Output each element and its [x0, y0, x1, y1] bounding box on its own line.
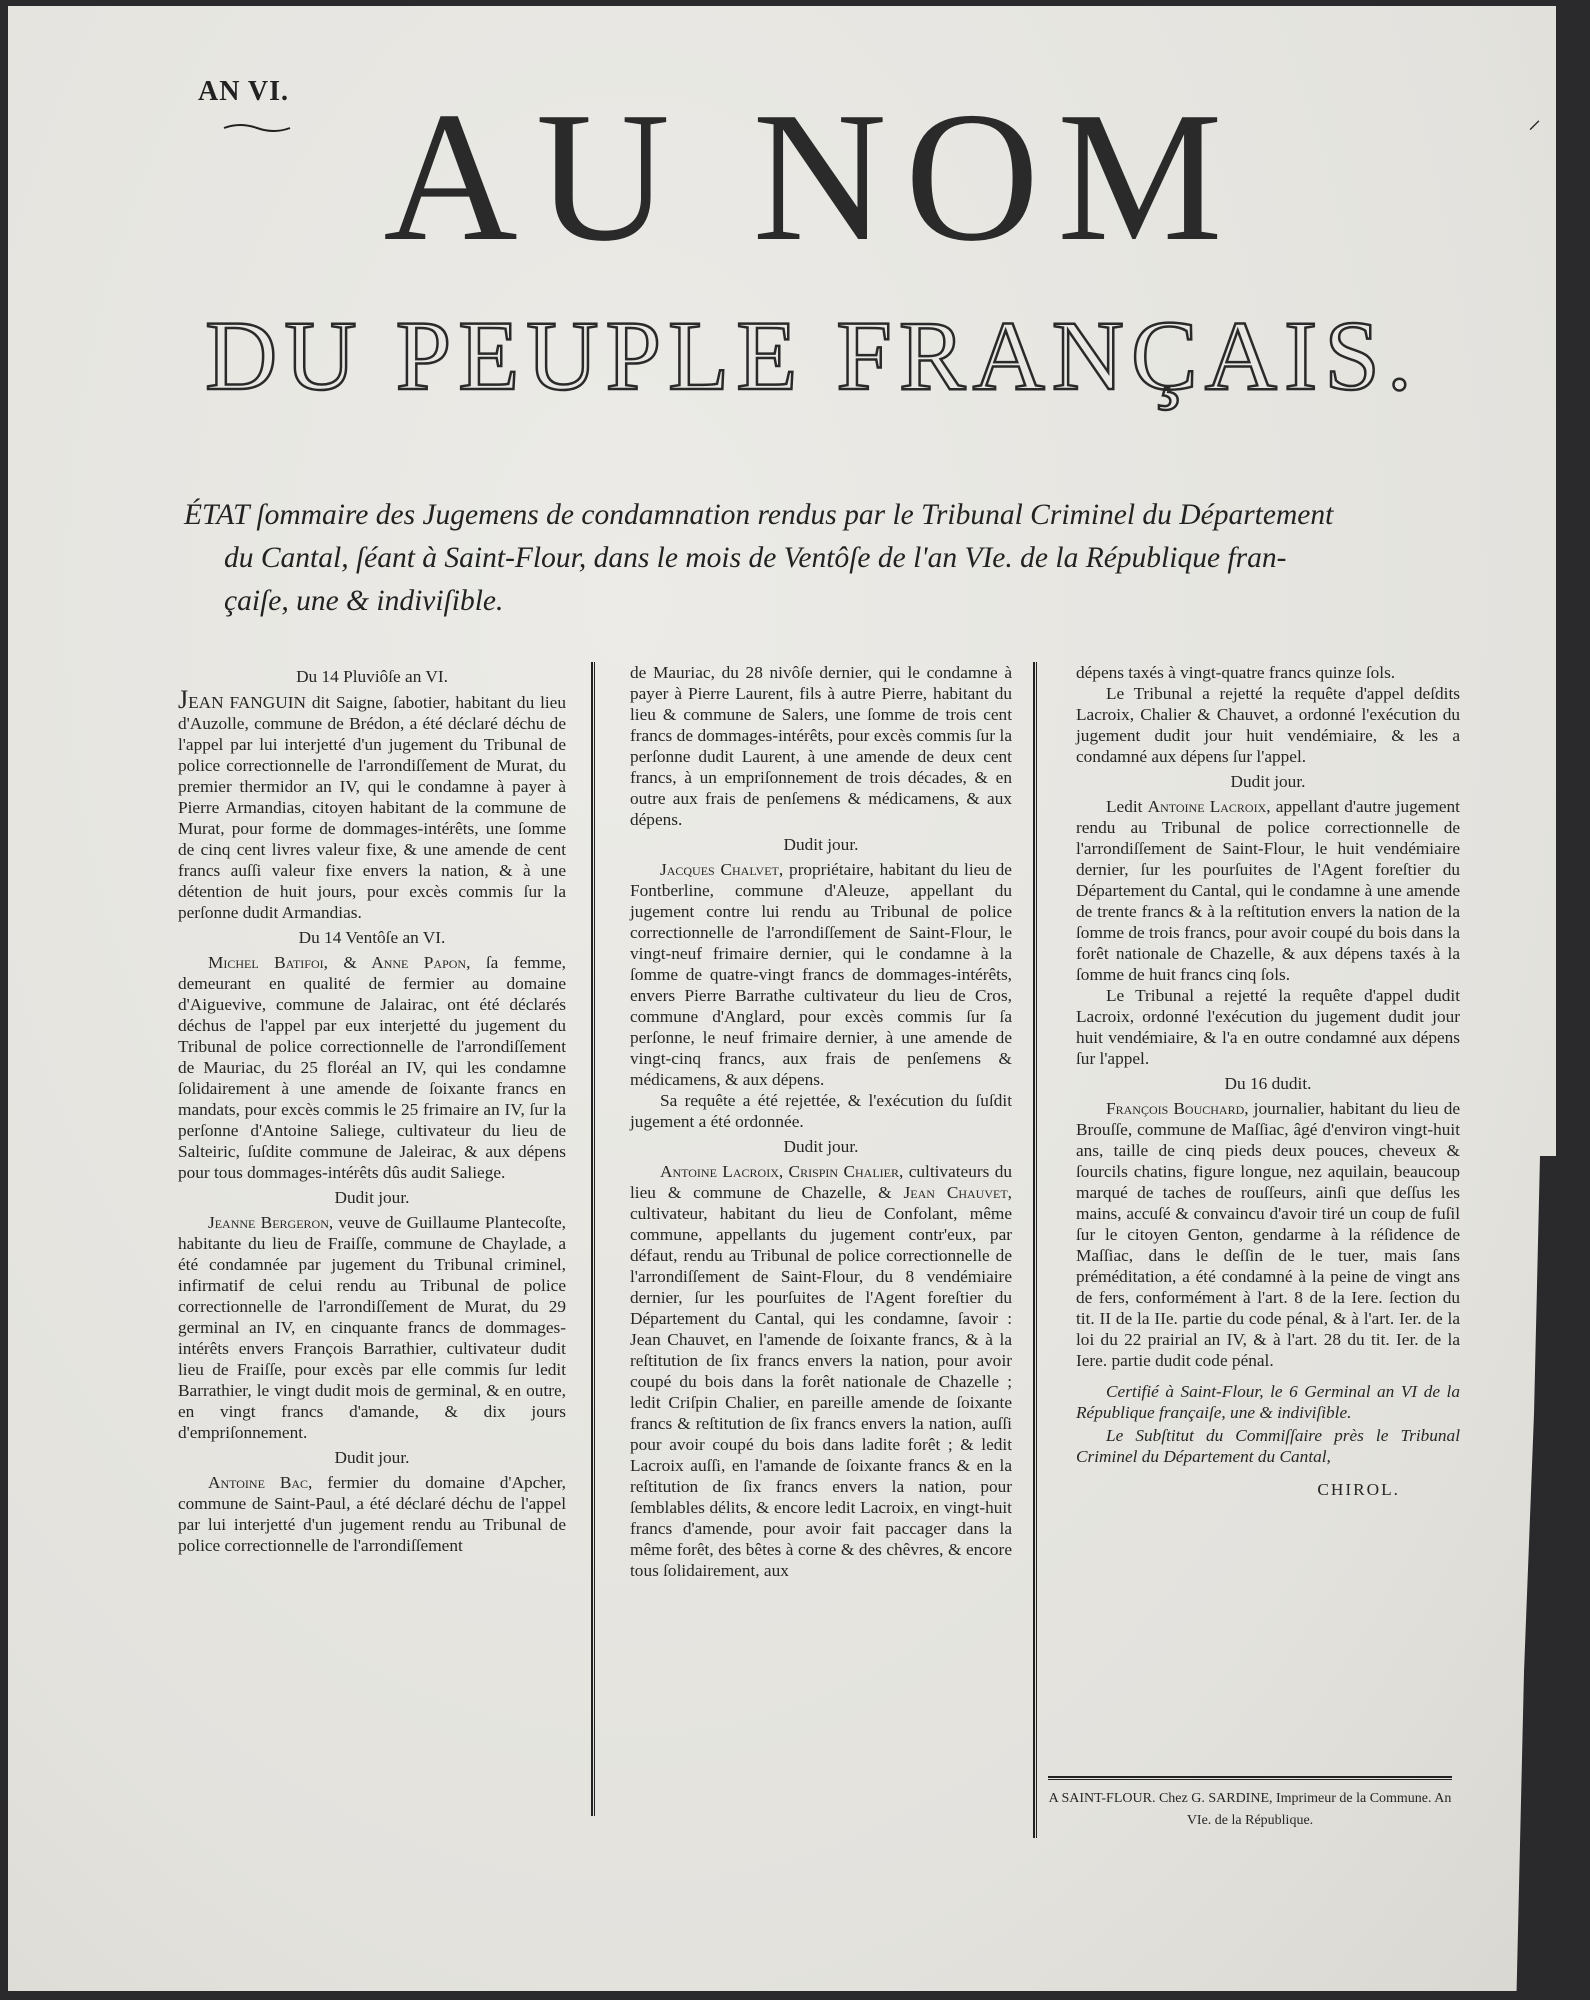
entry-text: dit Saigne, ſabotier, habitant du lieu d'Auzolle, commune de Brédon, a été déclaré déchu de l'appel par lui interjetté d'un jugement du Tribunal de police correctionnelle de l'arrondiſſement de Murat, du premier thermidor an IV, qui le condamne à payer à Pierre Armandias, citoyen habitant de la commune de Murat, pour forme de dommages-intérêts, une ſomme de cinq cent livres valeur fixe, & une amende de cent francs auſſi valeur fixe envers la nation, & à une détention de huit jours, pour excès commis ſur la perſonne dudit Armandias.: [178, 693, 566, 922]
ruling-text: Sa requête a été rejettée, & l'exécution du ſuſdit jugement a été ordonnée.: [630, 1091, 1012, 1131]
etat-line-1: ÉTAT ſommaire des Jugemens de condamnation rendus par le Tribunal Criminel du Département: [184, 499, 1334, 531]
substitute-text: Le Subſtitut du Commiſſaire près le Tribunal Criminel du Département du Cantal,: [1076, 1426, 1460, 1466]
entry-text: appellant d'autre jugement rendu au Tribunal de police correctionnelle de l'arrondiſſement de Saint-Flour, le huit vendémiaire dernier, ſur les pourſuites de l'Agent foreſtier du Département du Cantal, qui le condamne à une amende de trente francs & à la reſtitution envers la nation de la ſomme de trois francs, pour avoir coupé du bois dans la forêt nationale de Chazelle, & aux dépens taxés à la ſomme de huit francs cinq ſols.: [1076, 797, 1460, 984]
date-heading: Du 14 Pluviôſe an VI.: [296, 667, 448, 686]
entry-lead: Ledit: [1106, 797, 1148, 816]
column-1: [178, 662, 566, 1556]
judgement-entry: [178, 952, 566, 1183]
ruling-text: Le Tribunal a rejetté la requête d'appel deſdits Lacroix, Chalier & Chauvet, a ordonné l'exécution du jugement dudit jour huit vendémiaire, & les a condamné aux dépens ſur l'appel.: [1076, 684, 1460, 766]
entry-text: veuve de Guillaume Plantecoſte, habitante du lieu de Fraiſſe, commune de Chaylade, a été condamnée par jugement du Tribunal criminel, infirmatif de celui rendu au Tribunal de police correctionnelle de l'arrondiſſement de Murat, du 29 germinal an IV, en cinquante francs de dommages-intérêts envers François Barrathier, cultivateur dudit lieu de Fraiſſe, pour excès par elle commis ſur ledit Barrathier, le vingt dudit mois de germinal, & en outre, en vingt francs d'amande, & dix jours d'empriſonnement.: [178, 1213, 567, 1442]
proclamation-sheet: [8, 6, 1556, 1991]
judgement-entry: de Mauriac, du 28 nivôſe dernier, qui le condamne à payer à Pierre Laurent, fils à autre Pierre, habitant du lieu & commune de Salers, une ſomme de trois cent francs de dommages-intérêts, pour excès commis ſur la perſonne dudit Laurent, à une amende de deux cent francs, à un empriſonnement de trois décades, & en outre aux frais de penſemens & médicamens, & aux dépens.: [630, 663, 1012, 829]
defendant-name: Antoine Lacroix, Crispin Chalier,: [660, 1162, 904, 1181]
judgement-entry: [1076, 1098, 1460, 1371]
defendant-name: Antoine Bac,: [208, 1473, 313, 1492]
defendant-name: EAN FANGUIN: [188, 693, 306, 712]
date-heading: Dudit jour.: [783, 1137, 859, 1156]
date-heading: Du 14 Ventôſe an VI.: [298, 928, 446, 947]
printer-imprint: A SAINT-FLOUR. Chez G. SARDINE, Imprimeur de la Commune. An VIe. de la République.: [1048, 1791, 1452, 1828]
entry-text: journalier, habitant du lieu de Brouſſe, commune de Maſſiac, âgé d'environ vingt-huit ans, taille de cinq pieds deux pouces, cheveux & ſourcils chatins, figure longue, nez aquilain, beaucoup marqué de taches de rouſſeurs, ainſi que deſſus les mains, accuſé & convaincu d'avoir tiré un coup de fuſil ſur le citoyen Genton, gendarme à la réſidence de Maſſiac, dans le deſſin de le tuer, mais ſans préméditation, a été condamné à la peine de vingt ans de fers, conformément à l'art. 8 de la Iere. ſection du tit. II de la IIe. partie du code pénal, & à l'art. Ier. de la loi du 22 prairial an IV, & à l'art. 28 du tit. Ier. de la Iere. partie dudit code pénal.: [1076, 1099, 1461, 1370]
etat-line-3: çaiſe, une & indiviſible.: [224, 585, 504, 617]
corner-mark-icon: ⸝: [1528, 105, 1542, 135]
signature: CHIROL.: [1317, 1480, 1400, 1499]
judgement-entry: dépens taxés à vingt-quatre francs quinze ſols.: [1076, 663, 1396, 682]
defendant-name: François Bouchard,: [1106, 1099, 1249, 1118]
date-heading: Dudit jour.: [334, 1448, 410, 1467]
defendant-name: Jeanne Bergeron,: [208, 1213, 334, 1232]
date-heading: Dudit jour.: [1230, 772, 1306, 791]
date-heading: Dudit jour.: [334, 1188, 410, 1207]
entry-text: cultivateurs du lieu & commune de Chazelle, &: [630, 1162, 1012, 1202]
defendant-name: Jean Chauvet,: [903, 1183, 1012, 1202]
column-2: [630, 662, 1012, 1581]
title-au-nom: AU NOM: [383, 74, 1241, 280]
column-divider: [591, 662, 595, 1816]
defendant-name: Michel Batifoi, & Anne Papon,: [208, 953, 471, 972]
year-mark: AN VI.: [198, 76, 290, 107]
etat-heading: [184, 494, 1480, 623]
ruling-text: Le Tribunal a rejetté la requête d'appel dudit Lacroix, ordonné l'exécution du jugement dudit jour huit vendémiaire, & l'a en outre condamné aux dépens ſur l'appel.: [1076, 986, 1460, 1068]
judgement-entry: [178, 685, 566, 923]
defendant-name: Jacques Chalvet,: [660, 860, 784, 879]
judgement-entry: [630, 1161, 1012, 1581]
entry-text: propriétaire, habitant du lieu de Fontberline, commune d'Aleuze, appellant du jugement contre lui rendu au Tribunal de police correctionnelle de l'arrondiſſement de Saint-Flour, le vingt-neuf frimaire dernier, qui le condamne à la ſomme de quatre-vingt francs de dommages-intérêts, envers Pierre Barrathe cultivateur du lieu de Cros, commune d'Anglard, pour excès commis ſur ſa perſonne, le neuf frimaire dernier, à une amende de vingt-cinq francs, aux frais de penſemens & médicamens, & aux dépens.: [630, 860, 1012, 1089]
judgement-entry: [630, 859, 1012, 1090]
etat-line-2: du Cantal, ſéant à Saint-Flour, dans le mois de Ventôſe de l'an VIe. de la République fran-: [224, 542, 1287, 574]
column-3: [1076, 662, 1460, 1500]
title-du-peuple-francais: DU PEUPLE FRANÇAIS.: [205, 300, 1419, 411]
date-heading: Du 16 dudit.: [1224, 1074, 1312, 1093]
date-heading: Dudit jour.: [783, 835, 859, 854]
entry-text: ſa femme, demeurant en qualité de fermier au domaine d'Aiguevive, commune de Jalairac, ont été déclarés déchus de l'appel par eux interjetté du jugement du Tribunal de police correctionnelle de l'arrondiſſement de Mauriac, du 25 floréal an IV, qui les condamne ſolidairement à une amende de ſoixante francs en mandats, pour excès commis le 25 frimaire an IV, ſur la perſonne d'Antoine Saliege, cultivateur du lieu de Salteiric, ſuſdite commune de Jaleirac, & aux dépens pour tous dommages-intérêts dûs audit Saliege.: [178, 953, 566, 1182]
column-divider: [1033, 662, 1037, 1838]
certification-text: Certifié à Saint-Flour, le 6 Germinal an VI de la République françaiſe, une & indiviſible.: [1076, 1382, 1460, 1422]
entry-text: cultivateur, habitant du lieu de Confolant, même commune, appellants du jugement contr'eux, par défaut, rendu au Tribunal de police correctionnelle de l'arrondiſſement de Saint-Flour, du 8 vendémiaire dernier, ſur les pourſuites de l'Agent foreſtier du Département du Cantal, qui les condamne, ſavoir : Jean Chauvet, en l'amende de ſoixante francs, & à la reſtitution de ſix francs envers la nation, pour avoir coupé du bois dans la forêt nationale de Chazelle ; ledit Criſpin Chalier, en pareille amende de ſoixante francs & reſtitution de ſix francs envers la nation, auſſi pour avoir coupé du bois dans ladite forêt ; & ledit Lacroix auſſi, en l'amande de ſoixante francs & en la reſtitution de ſix francs envers la nation, pour ſemblables délits, & encore ledit Lacroix, en vingt-huit francs d'amende, pour avoir fait paccager dans la même forêt, des bêtes à corne & des chêvres, & encore tous ſolidairement, aux: [630, 1204, 1012, 1580]
entry-text: fermier du domaine d'Apcher, commune de Saint-Paul, a été déclaré déchu de l'appel par lui interjetté d'un jugement rendu au Tribunal de police correctionnelle de l'arrondiſſement: [178, 1473, 566, 1555]
judgement-entry: [178, 1212, 566, 1443]
drop-cap: J: [178, 685, 189, 714]
printer-rule: [1048, 1776, 1452, 1780]
torn-edge: [1516, 1156, 1556, 1991]
judgement-entry: [178, 1472, 566, 1556]
defendant-name: Antoine Lacroix,: [1147, 797, 1271, 816]
judgement-entry: [1076, 796, 1460, 985]
